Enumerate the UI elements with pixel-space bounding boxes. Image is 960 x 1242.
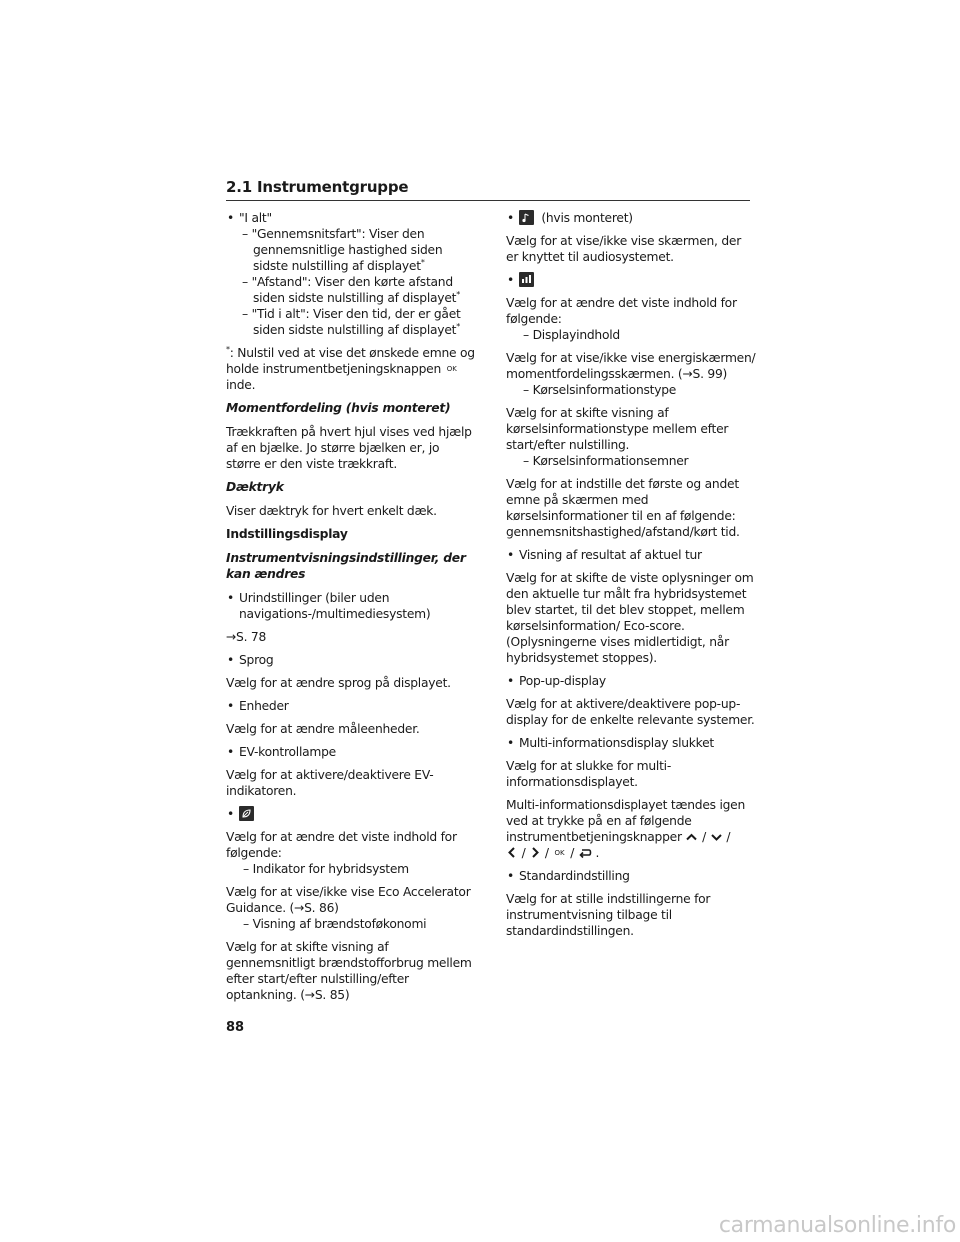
separator: / [726, 830, 731, 844]
para-standard: Vælg for at stille indstillingerne for instrumentvisning tilbage til standardindstillingen. [506, 892, 711, 938]
bullet-text: Enheder [239, 699, 289, 713]
chevron-right-icon [529, 846, 541, 859]
sub-item-displayindhold [506, 327, 756, 343]
bullet-result [506, 547, 756, 563]
bullet-text: Visning af resultat af aktuel tur [519, 548, 702, 562]
para-eco-2: Vælg for at vise/ikke vise Eco Accelerator Guidance. (→S. 86) [226, 885, 471, 915]
bullet-text: (hvis monteret) [541, 211, 633, 225]
sub-text: "Gennemsnitsfart": Viser den gennemsnitlige hastighed siden sidste nulstilling af displayet [251, 227, 443, 273]
eco-leaf-icon [239, 806, 254, 821]
separator: / [544, 846, 549, 860]
dash: – [523, 454, 529, 468]
bullet-dot: • [507, 736, 515, 750]
sub-text: Kørselsinformationsemner [532, 454, 689, 468]
bullet-text: Urindstillinger (biler uden navigations-/multimediesystem) [239, 591, 431, 621]
para-audio: Vælg for at vise/ikke vise skærmen, der er knyttet til audiosystemet. [506, 234, 742, 264]
sub-text: Displayindhold [532, 328, 620, 342]
bullet-dot: • [507, 211, 515, 225]
bullet-display-icon [506, 272, 756, 288]
para-energy: Vælg for at vise/ikke vise energiskærmen/ momentfordelingsskærmen. (→S. 99) [506, 351, 756, 381]
bullet-urindstillinger [226, 590, 476, 622]
separator: / [570, 846, 575, 860]
para-result: Vælg for at skifte de viste oplysninger om den aktuelle tur målt fra hybridsystemet blev startet, til det blev stoppet, mellem kørselsinformation/ Eco-score. (Oplysningerne vises midlertidigt, når hybridsystemet stoppes). [506, 571, 754, 665]
bullet-standard [506, 868, 756, 884]
bullet-enheder [226, 698, 476, 714]
para-eco-1: Vælg for at ændre det viste indhold for følgende: [226, 830, 457, 860]
para-multi-2 [506, 797, 756, 861]
footnote-text-end: inde. [226, 378, 256, 392]
para-enheder: Vælg for at ændre måleenheder. [226, 722, 420, 736]
asterisk: * [456, 321, 460, 331]
sub-item-koersel-type [506, 382, 756, 398]
footnote-text: : Nulstil ved at vise det ønskede emne og holde instrumentbetjeningsknappen [226, 346, 475, 376]
bullet-ev-kontrollampe [226, 744, 476, 760]
watermark: carmanualsonline.info [718, 1213, 956, 1238]
bullet-popup [506, 673, 756, 689]
sub-item-hybrid [226, 861, 476, 877]
para-ev: Vælg for at aktivere/deaktivere EV-indikatoren. [226, 768, 434, 798]
footnote [226, 345, 476, 393]
bullet-dot: • [227, 591, 235, 605]
bullet-eco-icon [226, 806, 476, 822]
sub-text: Visning af brændstoføkonomi [252, 917, 427, 931]
sub-text: Kørselsinformationstype [532, 383, 677, 397]
sub-text: "Tid i alt": Viser den tid, der er gået siden sidste nulstilling af displayet [251, 307, 461, 337]
bullet-dot: • [227, 699, 235, 713]
para-popup: Vælg for at aktivere/deaktivere pop-up-display for de enkelte relevante systemer. [506, 697, 755, 727]
period: . [595, 846, 600, 860]
ok-button-icon: OK [554, 849, 565, 857]
bullet-dot: • [507, 273, 515, 287]
chevron-left-icon [506, 846, 518, 859]
sub-item-afstand [226, 274, 476, 306]
dash: – [242, 307, 248, 321]
page-number: 88 [226, 1020, 245, 1035]
dash: – [523, 328, 529, 342]
para-daektryk: Viser dæktryk for hvert enkelt dæk. [226, 504, 437, 518]
para-display-1: Vælg for at ændre det viste indhold for følgende: [506, 296, 737, 326]
ok-button-icon: OK [446, 365, 457, 373]
bullet-dot: • [507, 674, 515, 688]
para-momentfordeling: Trækkraften på hvert hjul vises ved hjælp af en bjælke. Jo større bjælken er, jo større er den viste trækkraft. [226, 425, 472, 471]
right-column [506, 210, 756, 946]
bullet-dot: • [507, 548, 515, 562]
dash: – [243, 917, 249, 931]
para-koersel-emner: Vælg for at indstille det første og andet emne på skærmen med kørselsinformationer til en af følgende: gennemsnitshastighed/afstand/kørt tid. [506, 477, 740, 539]
heading-instrumentvisning: Instrumentvisningsindstillinger, der kan ændres [226, 551, 466, 581]
para-braendstof: Vælg for at skifte visning af gennemsnitligt brændstofforbrug mellem efter start/efter nulstilling/efter optankning. (→S. 85) [226, 940, 472, 1002]
chevron-up-icon [685, 831, 698, 843]
para-multi: Vælg for at slukke for multi-informationsdisplayet. [506, 759, 672, 789]
sub-item-koersel-emner [506, 453, 756, 469]
bullet-i-alt [226, 210, 476, 226]
sub-text: Indikator for hybridsystem [252, 862, 409, 876]
back-arrow-icon [578, 847, 592, 859]
para-sprog: Vælg for at ændre sprog på displayet. [226, 676, 451, 690]
bullet-dot: • [227, 653, 235, 667]
heading-daektryk: Dæktryk [226, 480, 284, 494]
sub-item-gennemsnitsfart [226, 226, 476, 274]
bullet-audio [506, 210, 756, 226]
bullet-text: Pop-up-display [519, 674, 606, 688]
bullet-dot: • [227, 745, 235, 759]
header-rule [226, 200, 750, 201]
bullet-text: "I alt" [239, 211, 272, 225]
page-header [226, 178, 750, 201]
heading-indstillingsdisplay: Indstillingsdisplay [226, 527, 348, 541]
asterisk: * [456, 289, 460, 299]
bullet-text: Standardindstilling [519, 869, 630, 883]
bullet-text: EV-kontrollampe [239, 745, 336, 759]
separator: / [702, 830, 707, 844]
bullet-text: Sprog [239, 653, 274, 667]
dash: – [242, 227, 248, 241]
separator: / [521, 846, 526, 860]
sub-item-tid-i-alt [226, 306, 476, 338]
bullet-text: Multi-informationsdisplay slukket [519, 736, 715, 750]
asterisk: * [420, 257, 425, 267]
dash: – [523, 383, 529, 397]
dash: – [243, 862, 249, 876]
sub-text: "Afstand": Viser den kørte afstand siden sidste nulstilling af displayet [251, 275, 457, 305]
section-title: 2.1 Instrumentgruppe [226, 178, 409, 196]
dash: – [242, 275, 248, 289]
bullet-dot: • [227, 211, 235, 225]
bullet-dot: • [507, 869, 515, 883]
bullet-sprog [226, 652, 476, 668]
display-content-icon [519, 272, 534, 287]
sub-item-braendstof [226, 916, 476, 932]
bullet-dot: • [227, 807, 235, 821]
left-column [226, 210, 476, 1010]
music-note-icon [519, 210, 534, 225]
para-text: Multi-informationsdisplayet tændes igen ved at trykke på en af følgende instrumentbetjeningsknapper [506, 798, 746, 844]
reference-s78[interactable]: →S. 78 [226, 630, 267, 644]
bullet-multi [506, 735, 756, 751]
para-koersel-type: Vælg for at skifte visning af kørselsinformationstype mellem efter start/efter nulstilling. [506, 406, 729, 452]
asterisk: * [226, 344, 230, 354]
chevron-down-icon [710, 831, 723, 843]
heading-momentfordeling: Momentfordeling (hvis monteret) [226, 401, 451, 415]
